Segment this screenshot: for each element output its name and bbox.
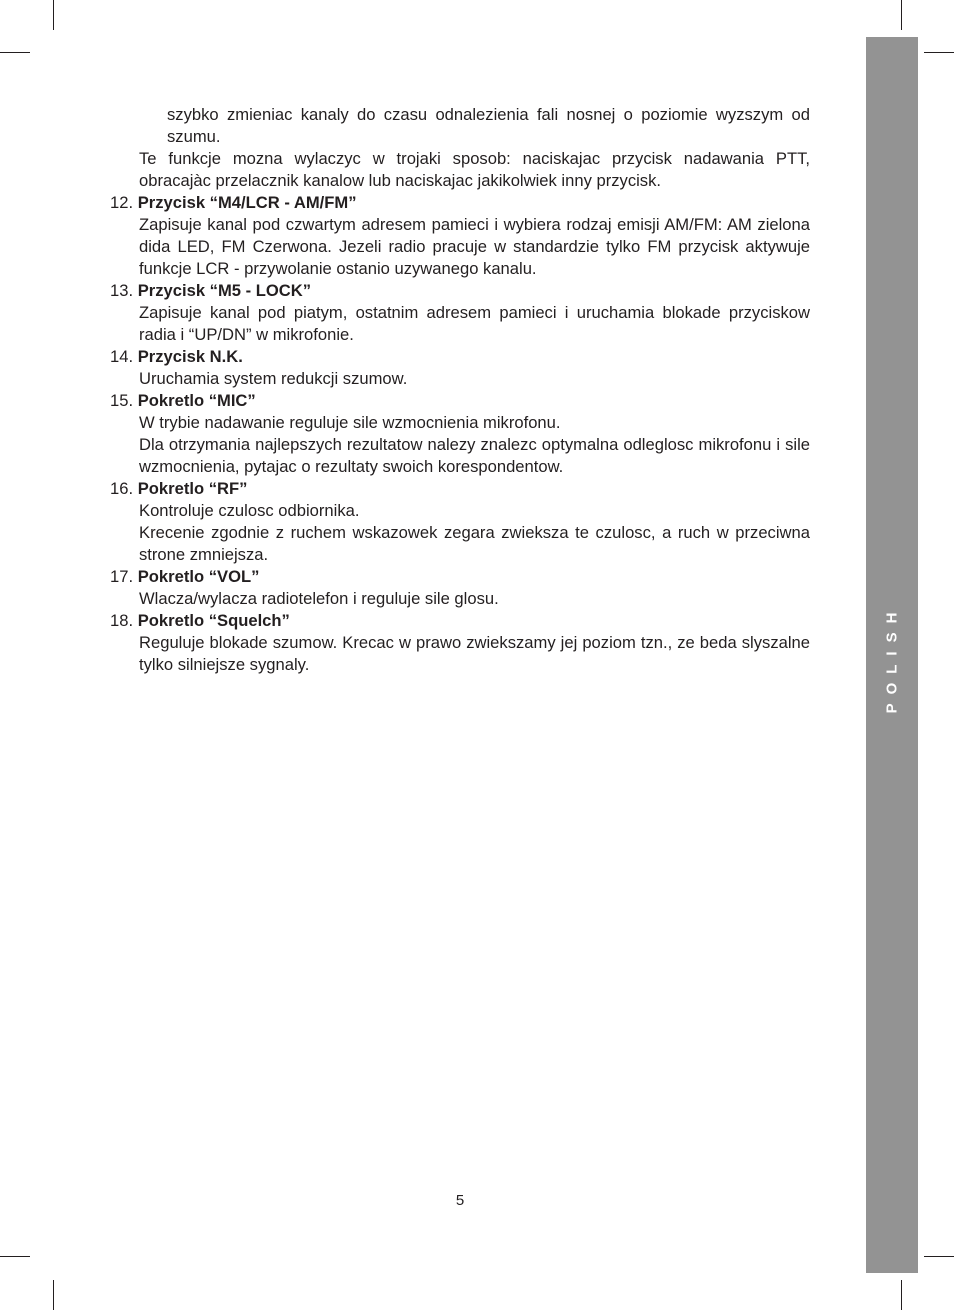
intro-continuation: szybko zmieniac kanaly do czasu odnalezienia fali nosnej o poziomie wyzszym od szumu. [167,105,810,146]
item-number: 18. [110,611,134,630]
item-description: W trybie nadawanie reguluje sile wzmocnienia mikrofonu. [139,413,561,432]
manual-content [110,104,810,676]
intro-note: Te funkcje mozna wylaczyc w trojaki sposob: naciskajac przycisk nadawania PTT, obracajàc przelacznik kanalow lub naciskajac jakikolwiek inny przycisk. [139,149,810,190]
item-heading [110,390,810,412]
crop-mark-top-right-h [924,52,954,53]
item-description: Kontroluje czulosc odbiornika. [139,501,360,520]
list-item [110,346,810,390]
crop-mark-bottom-right-h [924,1256,954,1257]
item-heading [110,610,810,632]
item-description: Krecenie zgodnie z ruchem wskazowek zegara zwieksza te czulosc, a ruch w przeciwna strone zmniejsza. [139,523,810,564]
item-title: Pokretlo “Squelch” [137,611,290,630]
item-heading [110,478,810,500]
item-title: Pokretlo “RF” [137,479,248,498]
crop-mark-bottom-right-v [901,1280,902,1310]
list-item [110,610,810,676]
item-title: Przycisk “M4/LCR - AM/FM” [137,193,357,212]
language-label-text: POLISH [883,603,901,713]
list-item [110,280,810,346]
list-item [110,390,810,478]
item-title: Przycisk “M5 - LOCK” [137,281,312,300]
item-heading [110,192,810,214]
item-number: 13. [110,281,134,300]
item-title: Przycisk N.K. [137,347,243,366]
item-description: Wlacza/wylacza radiotelefon i reguluje sile glosu. [139,589,499,608]
item-description: Reguluje blokade szumow. Krecac w prawo zwiekszamy jej poziom tzn., ze beda slyszalne tylko silniejsze sygnaly. [139,633,810,674]
item-list [110,192,810,676]
item-number: 17. [110,567,134,586]
list-item [110,478,810,566]
item-description: Dla otrzymania najlepszych rezultatow nalezy znalezc optymalna odleglosc mikrofonu i sile wzmocnienia, pytajac o rezultaty swoich korespondentow. [139,435,810,476]
crop-mark-bottom-left-v [53,1280,54,1310]
item-number: 14. [110,347,134,366]
crop-mark-top-right-v [901,0,902,30]
item-description: Zapisuje kanal pod piatym, ostatnim adresem pamieci i uruchamia blokade przyciskow radia i “UP/DN” w mikrofonie. [139,303,810,344]
crop-mark-top-left-h [0,52,30,53]
item-heading [110,346,810,368]
item-title: Pokretlo “MIC” [137,391,256,410]
page-number: 5 [455,1192,465,1209]
item-number: 12. [110,193,134,212]
language-side-label [866,598,918,718]
item-heading [110,280,810,302]
list-item [110,566,810,610]
crop-mark-top-left-v [53,0,54,30]
item-title: Pokretlo “VOL” [137,567,260,586]
list-item [110,192,810,280]
crop-mark-bottom-left-h [0,1256,30,1257]
item-number: 16. [110,479,134,498]
item-description: Zapisuje kanal pod czwartym adresem pamieci i wybiera rodzaj emisji AM/FM: AM zielona dida LED, FM Czerwona. Jezeli radio pracuje w standardzie tylko FM przycisk aktywuje funkcje LCR - przywolanie ostanio uzywanego kanalu. [139,215,810,278]
item-heading [110,566,810,588]
item-number: 15. [110,391,134,410]
item-description: Uruchamia system redukcji szumow. [139,369,408,388]
